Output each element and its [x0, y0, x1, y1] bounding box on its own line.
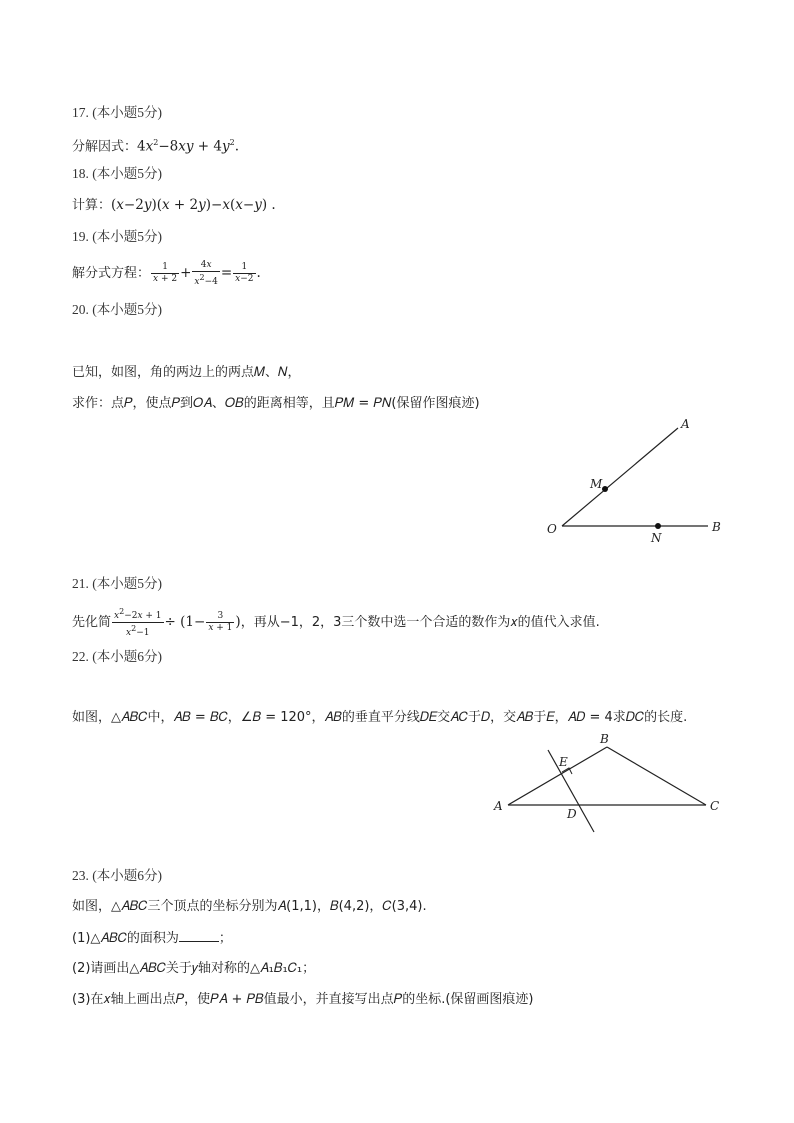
label-M: M [590, 477, 603, 491]
point-M [602, 486, 608, 492]
q18-header: 18. (本小题5分) [72, 166, 162, 181]
label-E: E [559, 755, 568, 769]
q23-line2-prefix: (1)△𝐴𝐵𝐶的面积为 [72, 931, 179, 946]
label-C: C [710, 799, 720, 813]
q22-triangle-figure [488, 728, 728, 838]
q21-fraction-1: $\frac{x^2-2x + 1}{x^2-1}$ [114, 607, 162, 638]
q19-question: 解分式方程： $\frac{1}{x + 2}$ + $\frac{4x}{x^2-4}$ = $\frac{1}{x-2}$ . [72, 259, 261, 287]
q21-suffix: ，再从−1，2，3三个数中选一个合适的数作为𝑥的值代入求值. [240, 615, 600, 630]
label-B: B [712, 520, 721, 534]
q23-header: 23. (本小题6分) [72, 868, 162, 883]
q21-header: 21. (本小题5分) [72, 576, 162, 591]
label-B: B [600, 732, 609, 746]
label-D: D [567, 807, 577, 821]
q17-prefix: 分解因式： [72, 139, 138, 155]
q19-fraction-2: $\frac{4x}{x^2-4}$ [194, 259, 218, 287]
q23-line4: (3)在𝑥轴上画出点𝑃，使𝑃𝐴 + 𝑃𝐵值最小，并直接写出点𝑃的坐标.(保留画图痕迹) [72, 992, 534, 1007]
q22-text: 如图，△𝐴𝐵𝐶中，𝐴𝐵 = 𝐵𝐶，∠𝐵 = 120°，𝐴𝐵的垂直平分线𝐷𝐸交𝐴𝐶于𝐷，交𝐴𝐵于𝐸，𝐴𝐷 = 4求𝐷𝐶的长度. [72, 710, 688, 725]
q20-line2: 求作：点𝑃，使点𝑃到𝑂𝐴、𝑂𝐵的距离相等，且𝑃𝑀 = 𝑃𝑁(保留作图痕迹) [72, 396, 480, 411]
q19-header: 19. (本小题5分) [72, 229, 162, 244]
q22-header: 22. (本小题6分) [72, 649, 162, 664]
q21-question: 先化简 $\frac{x^2-2x + 1}{x^2-1}$ ÷ (1− $\frac{3}{x + 1}$ )，再从−1，2，3三个数中选一个合适的数作为𝑥的值代入求值. [72, 607, 600, 638]
q18-question: 计算：(x−2y)(x + 2y)−x(x−y) . [72, 197, 276, 213]
answer-blank[interactable] [179, 929, 219, 942]
q19-fraction-1: $\frac{1}{x + 2}$ [153, 262, 178, 284]
q23-line1: 如图，△𝐴𝐵𝐶三个顶点的坐标分别为𝐴(1,1)，𝐵(4,2)，𝐶(3,4). [72, 899, 427, 914]
q19-prefix: 解分式方程： [72, 266, 151, 281]
label-N: N [651, 531, 662, 545]
q23-line3: (2)请画出△𝐴𝐵𝐶关于𝑦轴对称的△𝐴₁𝐵₁𝐶₁； [72, 961, 316, 976]
point-N [655, 523, 661, 529]
q20-angle-figure [540, 410, 740, 550]
q17-header: 17. (本小题5分) [72, 105, 162, 120]
label-A: A [681, 417, 690, 431]
q21-fraction-2: $\frac{3}{x + 1}$ [208, 611, 233, 633]
label-A: A [494, 799, 503, 813]
q19-fraction-3: $\frac{1}{x-2}$ [235, 262, 254, 284]
ray-OA [562, 428, 678, 526]
q21-prefix: 先化简 [72, 615, 112, 630]
q20-line1: 已知，如图，角的两边上的两点𝑀、𝑁， [72, 365, 301, 380]
q20-header: 20. (本小题5分) [72, 302, 162, 317]
side-AB [508, 747, 607, 805]
side-BC [607, 747, 706, 805]
q23-line2 [72, 929, 232, 948]
label-O: O [547, 522, 557, 536]
q18-prefix: 计算： [72, 198, 112, 213]
q17-question: 分解因式：$4x^2-8xy + 4y^2$. [72, 138, 239, 155]
q23-line2-suffix: ； [218, 931, 232, 946]
